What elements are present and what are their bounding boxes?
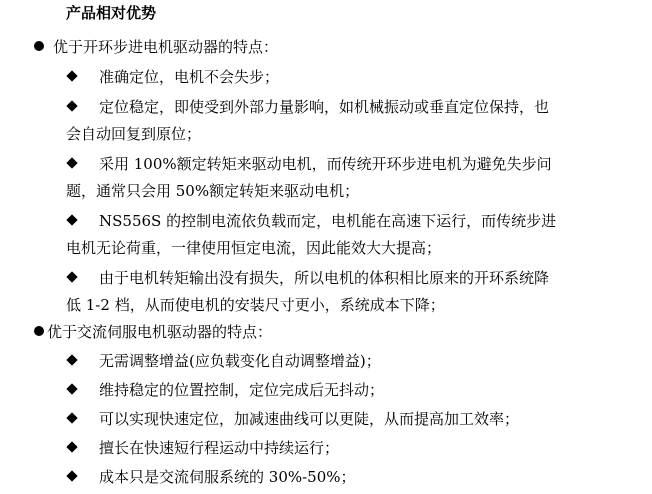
bullet-diamond-icon — [66, 354, 77, 365]
list-item-text: 维持稳定的位置控制，定位完成后无抖动； — [99, 381, 385, 399]
bullet-diamond-icon — [66, 470, 77, 481]
bullet-diamond-icon — [66, 100, 77, 111]
list-item-text: 擅长在快速短行程运动中持续运行； — [99, 439, 340, 457]
bullet-diamond-icon — [66, 214, 77, 225]
bullet-diamond-icon — [66, 157, 77, 168]
bullet-diamond-icon — [66, 441, 77, 452]
list-item-text: NS556S 的控制电流依负载而定，电机能在高速下运行，而传统步进 — [99, 212, 557, 230]
section-heading — [34, 322, 272, 342]
list-item-text: 采用 100%额定转矩来驱动电机，而传统开环步进电机为避免失步问 — [99, 155, 552, 173]
list-item — [66, 380, 384, 400]
bullet-diamond-icon — [66, 271, 77, 282]
list-item — [66, 467, 356, 487]
section-heading-text: 优于开环步进电机驱动器的特点： — [53, 38, 279, 56]
list-item — [66, 351, 381, 371]
bullet-diamond-icon — [66, 70, 77, 81]
list-item — [66, 211, 556, 231]
section-heading — [34, 37, 278, 57]
list-item — [66, 409, 519, 429]
list-item — [66, 67, 279, 87]
list-item-continuation: 低 1-2 档，从而使电机的安装尺寸更小，系统成本下降； — [66, 296, 445, 314]
section-heading-text: 优于交流伺服电机驱动器的特点： — [47, 323, 273, 341]
list-item-text: 准确定位，电机不会失步； — [99, 68, 280, 86]
list-item-text: 成本只是交流伺服系统的 30%-50%； — [99, 468, 356, 486]
list-item-continuation: 电机无论荷重，一律使用恒定电流，因此能效大大提高； — [66, 239, 442, 257]
list-item — [66, 154, 552, 174]
bullet-disc-icon — [34, 41, 44, 51]
list-item — [66, 438, 339, 458]
bullet-diamond-icon — [66, 383, 77, 394]
list-item-text: 由于电机转矩输出没有损失，所以电机的体积相比原来的开环系统降 — [99, 269, 550, 287]
list-item-continuation: 题，通常只会用 50%额定转矩来驱动电机； — [66, 182, 360, 200]
document-title: 产品相对优势 — [66, 4, 157, 22]
list-item-text: 可以实现快速定位，加减速曲线可以更陡，从而提高加工效率； — [99, 410, 520, 428]
list-item-continuation: 会自动回复到原位； — [66, 125, 202, 143]
bullet-diamond-icon — [66, 412, 77, 423]
list-item — [66, 97, 549, 117]
list-item-text: 无需调整增益(应负载变化自动调整增益)； — [99, 352, 381, 370]
list-item — [66, 268, 549, 288]
list-item-text: 定位稳定，即使受到外部力量影响，如机械振动或垂直定位保持，也 — [99, 98, 550, 116]
bullet-disc-icon — [34, 326, 44, 336]
